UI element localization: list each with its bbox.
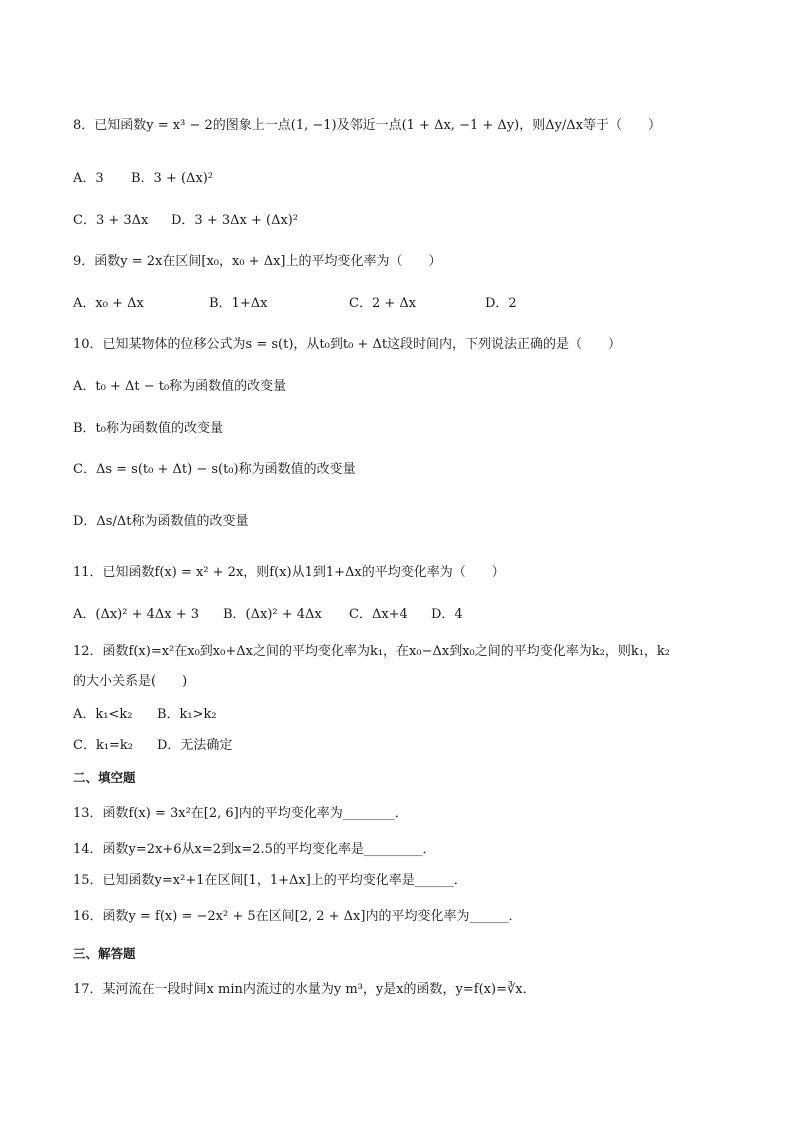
question-8-stem: 8．已知函数y = x³ − 2的图象上一点(1, −1)及邻近一点(1 + Δx, −1 + Δy)，则Δy/Δx等于（ ）: [73, 118, 662, 133]
question-12-options-row1: [73, 706, 217, 724]
question-12-option-b: B．k₁>k₂: [157, 707, 217, 722]
question-8-option-a: A．3: [73, 171, 104, 186]
question-12-option-a: A．k₁<k₂: [73, 707, 133, 722]
question-8-options-row1: [73, 170, 213, 188]
question-9-option-c: C．2 + Δx: [349, 296, 417, 311]
question-12-option-d: D．无法确定: [157, 738, 233, 753]
question-11-option-a: A．(Δx)² + 4Δx + 3: [73, 607, 200, 622]
question-12-stem-continued: 的大小关系是( ): [73, 674, 188, 689]
question-13: 13．函数f(x) = 3x²在[2, 6]内的平均变化率为________．: [73, 806, 408, 821]
question-10-option-d: D．Δs/Δt称为函数值的改变量: [73, 514, 249, 529]
question-11-option-c: C．Δx+4: [349, 607, 408, 622]
question-14: 14．函数y=2x+6从x=2到x=2.5的平均变化率是_________．: [73, 842, 436, 857]
question-12-option-c: C．k₁=k₂: [73, 738, 134, 753]
question-8-option-d: D．3 + 3Δx + (Δx)²: [171, 213, 299, 228]
question-9-stem: 9．函数y = 2x在区间[x₀，x₀ + Δx]上的平均变化率为（ ）: [73, 254, 442, 269]
section-fill-blank-title: 二、填空题: [73, 770, 136, 785]
question-12-stem: 12．函数f(x)=x²在x₀到x₀+Δx之间的平均变化率为k₁，在x₀−Δx到x₀之间的平均变化率为k₂，则k₁，k₂: [73, 644, 671, 659]
question-9-option-a: A．x₀ + Δx: [73, 296, 144, 311]
section-answer-title: 三、解答题: [73, 946, 136, 961]
question-11-options: [73, 606, 463, 624]
question-11-option-d: D．4: [431, 607, 463, 622]
question-10-option-c: C．Δs = s(t₀ + Δt) − s(t₀)称为函数值的改变量: [73, 462, 356, 477]
question-8-option-b: B．3 + (Δx)²: [131, 171, 214, 186]
question-17: 17．某河流在一段时间x min内流过的水量为y m³，y是x的函数，y=f(x)=∛x．: [73, 982, 536, 997]
question-8-options-row2: [73, 212, 298, 230]
question-11-option-b: B．(Δx)² + 4Δx: [223, 607, 322, 622]
question-9-options: [73, 295, 517, 313]
question-12-options-row2: [73, 737, 232, 755]
question-9-option-d: D．2: [485, 296, 517, 311]
question-11-stem: 11．已知函数f(x) = x² + 2x，则f(x)从1到1+Δx的平均变化率为（ ）: [73, 565, 505, 580]
question-16: 16．函数y = f(x) = −2x² + 5在区间[2, 2 + Δx]内的平均变化率为______．: [73, 909, 522, 924]
question-8-option-c: C．3 + 3Δx: [73, 213, 149, 228]
question-15: 15．已知函数y=x²+1在区间[1，1+Δx]上的平均变化率是______．: [73, 873, 467, 888]
question-10-option-a: A．t₀ + Δt − t₀称为函数值的改变量: [73, 379, 287, 394]
question-9-option-b: B．1+Δx: [209, 296, 268, 311]
question-10-option-b: B．t₀称为函数值的改变量: [73, 421, 223, 436]
question-10-stem: 10．已知某物体的位移公式为s = s(t)，从t₀到t₀ + Δt这段时间内，下列说法正确的是（ ）: [73, 337, 622, 352]
